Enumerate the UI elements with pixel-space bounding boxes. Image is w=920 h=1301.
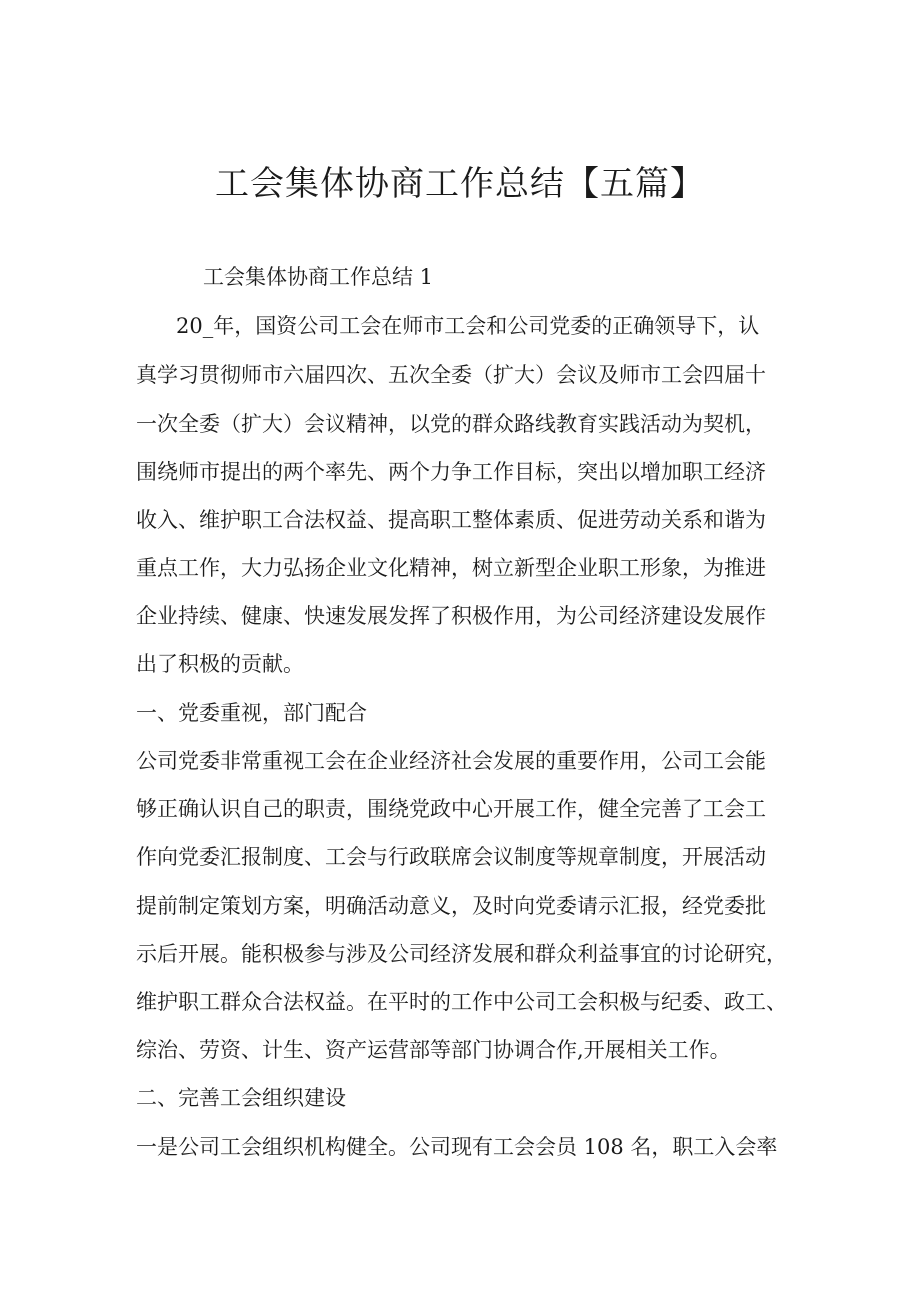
intro-line: 收入、维护职工合法权益、提高职工整体素质、促进劳动关系和谐为: [136, 508, 766, 532]
section-line: 一是公司工会组织机构健全。公司现有工会会员 108 名，职工入会率: [136, 1135, 778, 1159]
section-line: 综治、劳资、计生、资产运营部等部门协调合作,开展相关工作。: [136, 1038, 731, 1062]
intro-line: 一次全委（扩大）会议精神，以党的群众路线教育实践活动为契机，: [136, 412, 766, 436]
document-subtitle: 工会集体协商工作总结 1: [203, 265, 434, 289]
section-line: 公司党委非常重视工会在企业经济社会发展的重要作用，公司工会能: [136, 749, 766, 773]
section-line: 作向党委汇报制度、工会与行政联席会议制度等规章制度，开展活动: [136, 845, 766, 869]
intro-line: 20_年，国资公司工会在师市工会和公司党委的正确领导下，认: [176, 314, 760, 338]
intro-line: 真学习贯彻师市六届四次、五次全委（扩大）会议及师市工会四届十: [136, 363, 766, 387]
section-line: 够正确认识自己的职责，围绕党政中心开展工作，健全完善了工会工: [136, 797, 766, 821]
document-title: 工会集体协商工作总结【五篇】: [215, 164, 705, 204]
section-line: 维护职工群众合法权益。在平时的工作中公司工会积极与纪委、政工、: [136, 990, 787, 1014]
intro-line: 企业持续、健康、快速发展发挥了积极作用，为公司经济建设发展作: [136, 604, 766, 628]
intro-line: 重点工作，大力弘扬企业文化精神，树立新型企业职工形象，为推进: [136, 556, 766, 580]
section-line: 提前制定策划方案，明确活动意义，及时向党委请示汇报，经党委批: [136, 894, 766, 918]
section-heading: 一、党委重视，部门配合: [136, 701, 367, 725]
intro-line: 围绕师市提出的两个率先、两个力争工作目标，突出以增加职工经济: [136, 460, 766, 484]
section-heading: 二、完善工会组织建设: [136, 1086, 346, 1110]
intro-line: 出了积极的贡献。: [136, 652, 304, 676]
section-line: 示后开展。能积极参与涉及公司经济发展和群众利益事宜的讨论研究，: [136, 942, 787, 966]
